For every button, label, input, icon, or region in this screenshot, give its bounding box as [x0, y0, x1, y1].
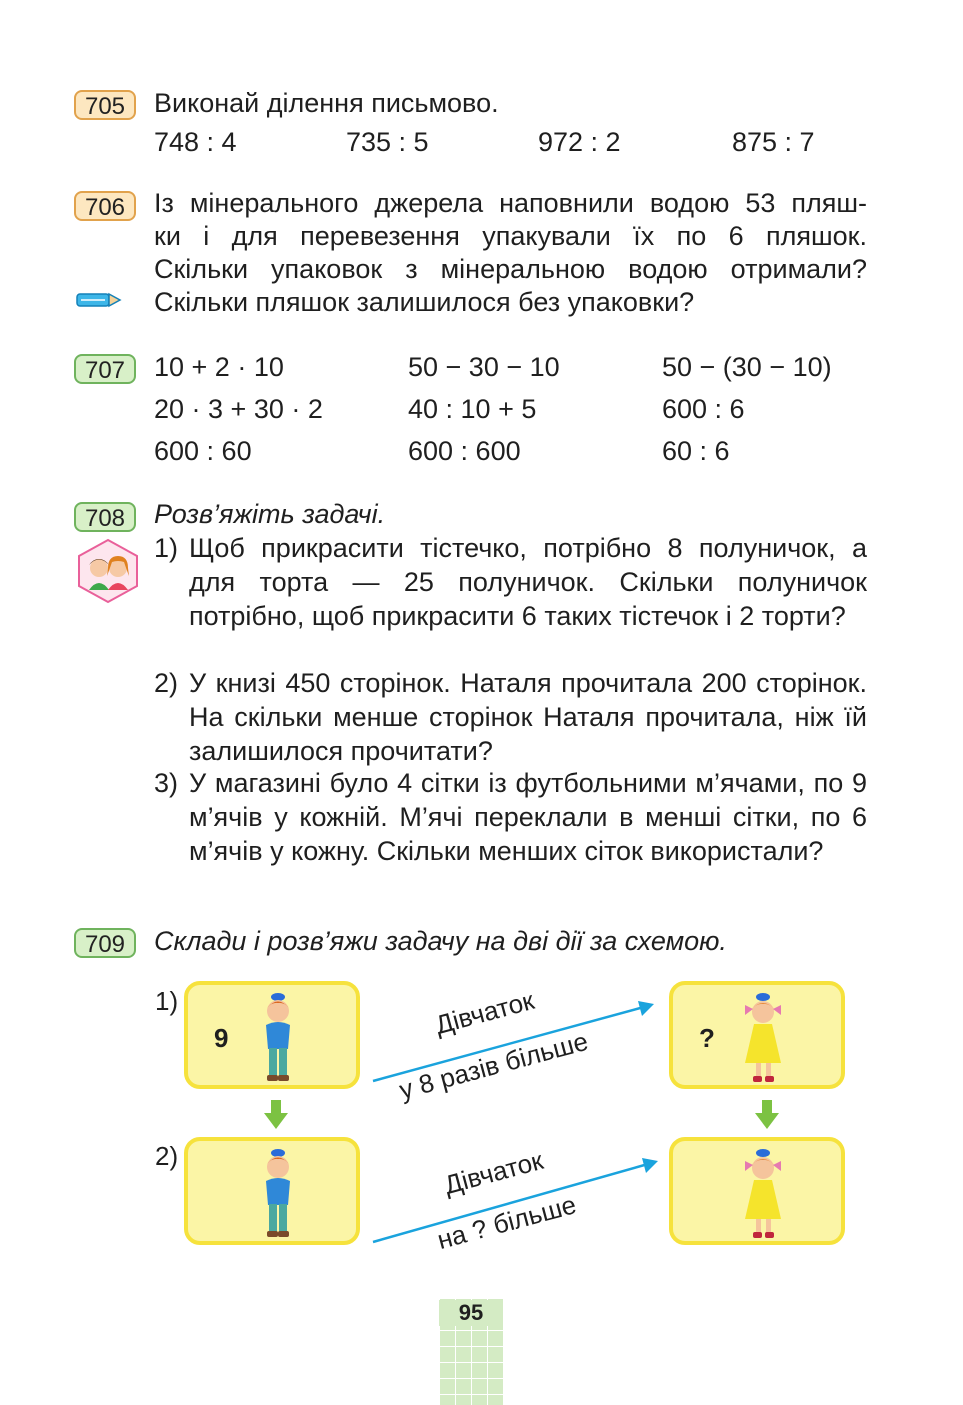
arrow-top-label: Дівчаток — [440, 1144, 547, 1201]
problem-label: 1) — [154, 533, 179, 563]
task-number-706: 706 — [74, 191, 136, 221]
problem-3 — [154, 766, 867, 868]
scheme-label: 1) — [155, 986, 179, 1016]
task-705-prompt: Виконай ділення письмово. — [154, 88, 499, 118]
expression: 50 − 30 − 10 — [408, 352, 560, 382]
problem-text: Щоб прикрасити тістечко, потрібно 8 полуничок, а для торта — 25 полуничок. Скільки полуничок потрібно, щоб прикрасити 6 таких тістечок і 2 торти? — [189, 533, 867, 631]
expression: 600 : 600 — [408, 436, 521, 466]
task-708-prompt: Розв’яжіть задачі. — [154, 499, 386, 529]
expression: 40 : 10 + 5 — [408, 394, 537, 424]
pair-work-icon — [76, 538, 140, 604]
scheme-box-boys — [184, 1137, 360, 1245]
scheme-box-girls — [669, 981, 845, 1089]
task-number-705: 705 — [74, 90, 136, 120]
page-number: 95 — [439, 1300, 503, 1326]
girl-figure — [739, 991, 787, 1087]
task-number-707: 707 — [74, 354, 136, 384]
box-value: ? — [699, 1023, 715, 1053]
expression: 60 : 6 — [662, 436, 730, 466]
expression: 20 · 3 + 30 · 2 — [154, 394, 323, 424]
box-value: 9 — [214, 1023, 229, 1053]
expression: 600 : 60 — [154, 436, 252, 466]
task-706-line: Скільки упаковок з мінеральною водою отримали? — [154, 254, 867, 284]
girl-figure — [739, 1147, 787, 1243]
down-arrow-icon — [755, 1100, 779, 1130]
expression: 10 + 2 · 10 — [154, 352, 284, 382]
arrow-bottom-label: на ? більше — [433, 1189, 580, 1256]
pencil-icon — [76, 290, 122, 310]
division-item: 748 : 4 — [154, 127, 237, 157]
problem-text: У книзі 450 сторінок. Наталя прочитала 200 сторінок. На скільки менше сторінок Наталя прочитала, ніж їй залишилося прочитати? — [189, 668, 867, 766]
expression: 50 − (30 − 10) — [662, 352, 832, 382]
arrow-top-label: Дівчаток — [431, 984, 538, 1041]
division-item: 875 : 7 — [732, 127, 815, 157]
task-706-line: Із мінерального джерела наповнили водою 53 пляш- — [154, 188, 867, 218]
scheme-box-boys — [184, 981, 360, 1089]
expression: 600 : 6 — [662, 394, 745, 424]
scheme-box-girls — [669, 1137, 845, 1245]
task-number-709: 709 — [74, 928, 136, 958]
page-number-block — [439, 1298, 503, 1405]
problem-2 — [154, 666, 867, 768]
task-number-708: 708 — [74, 502, 136, 532]
arrow-bottom-label: у 8 разів більше — [395, 1025, 592, 1106]
problem-text: У магазині було 4 сітки із футбольними м’ячами, по 9 м’ячів у кожній. М’ячі переклали в менші сітки, по 6 м’ячів у кожну. Скільки менших сіток використали? — [189, 768, 867, 866]
problem-label: 3) — [154, 768, 179, 798]
task-706-line: ки і для перевезення упакували їх по 6 пляшок. — [154, 221, 867, 251]
division-item: 972 : 2 — [538, 127, 621, 157]
division-item: 735 : 5 — [346, 127, 429, 157]
problem-label: 2) — [154, 668, 179, 698]
down-arrow-icon — [264, 1100, 288, 1130]
task-709-prompt: Склади і розв’яжи задачу на дві дії за схемою. — [154, 926, 727, 956]
problem-1 — [154, 531, 867, 633]
boy-figure — [258, 991, 298, 1087]
scheme-label: 2) — [155, 1141, 179, 1171]
task-706-line: Скільки пляшок залишилося без упаковки? — [154, 287, 695, 317]
boy-figure — [258, 1147, 298, 1243]
